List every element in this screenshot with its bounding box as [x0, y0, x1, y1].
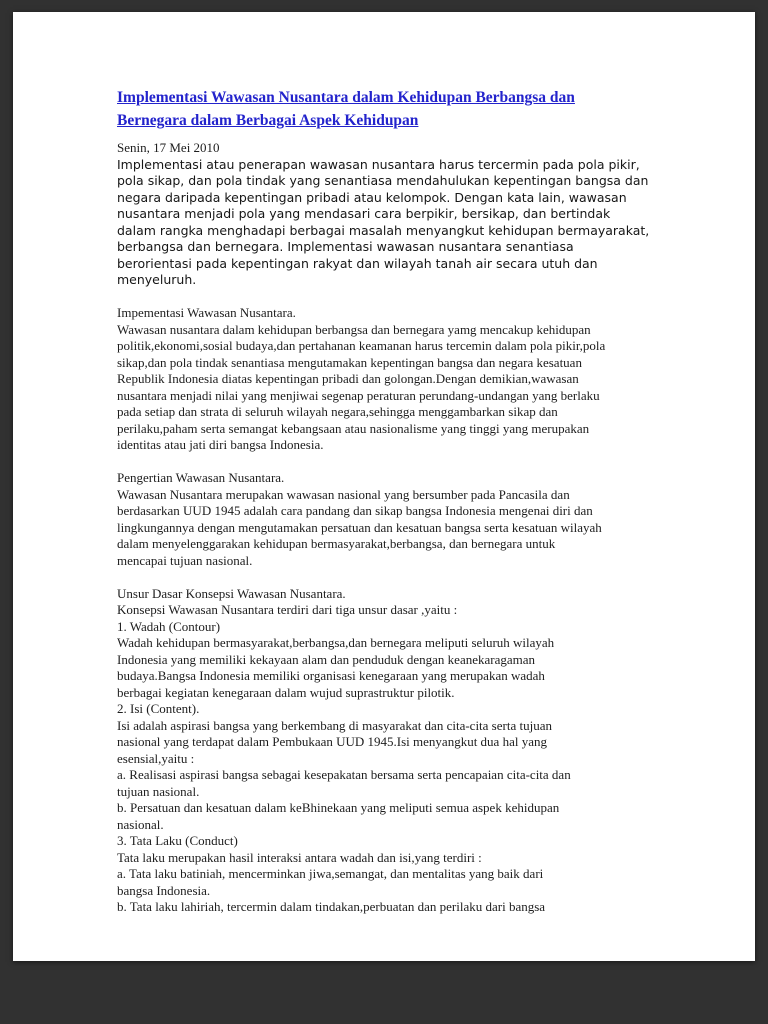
section-implementasi-heading: Impementasi Wawasan Nusantara. [117, 305, 296, 320]
document-content [117, 86, 677, 932]
document-title-link[interactable]: Implementasi Wawasan Nusantara dalam Kehidupan Berbangsa dan Bernegara dalam Berbagai Aspek Kehidupan [117, 89, 575, 129]
section-pengertian-heading: Pengertian Wawasan Nusantara. [117, 470, 285, 485]
document-page [13, 12, 755, 961]
intro-paragraph: Implementasi atau penerapan wawasan nusantara harus tercermin pada pola pikir, pola sikap, dan pola tindak yang senantiasa mendahulukan kepentingan bangsa dan negara daripada kepentingan pribadi atau kelompok. Dengan kata lain, wawasan nusantara menjadi pola yang mendasari cara berpikir, bersikap, dan bertindak dalam rangka menghadapi berbagai masalah menyangkut kehidupan bermayarakat, berbangsa dan bernegara. Implementasi wawasan nusantara senantiasa berorientasi pada kepentingan rakyat dan wilayah tanah air secara utuh dan menyeluruh. [117, 156, 650, 287]
document-date: Senin, 17 Mei 2010 [117, 140, 220, 155]
section-unsur-dasar-heading: Unsur Dasar Konsepsi Wawasan Nusantara. [117, 585, 346, 601]
section-pengertian-body: Wawasan Nusantara merupakan wawasan nasional yang bersumber pada Pancasila dan berdasarkan UUD 1945 adalah cara pandang dan sikap bangsa Indonesia mengenai diri dan lingkungannya dengan mengutamakan persatuan dan kesatuan bangsa serta kesatuan wilayah dalam menyelenggarakan kehidupan bermasyarakat,berbangsa, dan bernegara untuk mencapai tujuan nasional. [117, 486, 602, 568]
section-unsur-dasar [117, 586, 677, 916]
section-pengertian [117, 470, 677, 569]
section-unsur-dasar-body: Konsepsi Wawasan Nusantara terdiri dari tiga unsur dasar ,yaitu : 1. Wadah (Contour) Wadah kehidupan bermasyarakat,berbangsa,dan bernegara meliputi seluruh wilayah Indonesia yang memiliki kekayaan alam dan penduduk dengan keanekaragaman budaya.Bangsa Indonesia memiliki organisasi kenegaraan yang merupakan wadah berbagai kegiatan kenegaraan dalam wujud suprastruktur pilotik. 2. Isi (Content). Isi adalah aspirasi bangsa yang berkembang di masyarakat dan cita-cita serta tujuan nasional yang terdapat dalam Pembukaan UUD 1945.Isi menyangkut dua hal yang esensial,yaitu : a. Realisasi aspirasi bangsa sebagai kesepakatan bersama serta pencapaian cita-cita dan tujuan nasional. b. Persatuan dan kesatuan dalam keBhinekaan yang meliputi semua aspek kehidupan nasional. 3. Tata Laku (Conduct) Tata laku merupakan hasil interaksi antara wadah dan isi,yang terdiri : a. Tata laku batiniah, mencerminkan jiwa,semangat, dan mentalitas yang baik dari bangsa Indonesia. b. Tata laku lahiriah, tercermin dalam tindakan,perbuatan dan perilaku dari bangsa [117, 602, 571, 914]
section-implementasi-body: Wawasan nusantara dalam kehidupan berbangsa dan bernegara yamg mencakup kehidupan politik,ekonomi,sosial budaya,dan pertahanan keamanan harus tercemin dalam pola pikir,pola sikap,dan pola tindak senantiasa mengutamakan kepentingan bangsa dan negara kesatuan Republik Indonesia diatas kepentingan pribadi dan golongan.Dengan demikian,wawasan nusantara menjadi nilai yang menjiwai segenap peraturan perundang-undangan yang berlaku pada setiap dan strata di seluruh wilayah negara,sehingga menggambarkan sikap dan perilaku,paham serta semangat kebangsaan atau nasionalisme yang tinggi yang merupakan identitas atau jati diri bangsa Indonesia. [117, 321, 606, 452]
section-implementasi [117, 305, 677, 454]
